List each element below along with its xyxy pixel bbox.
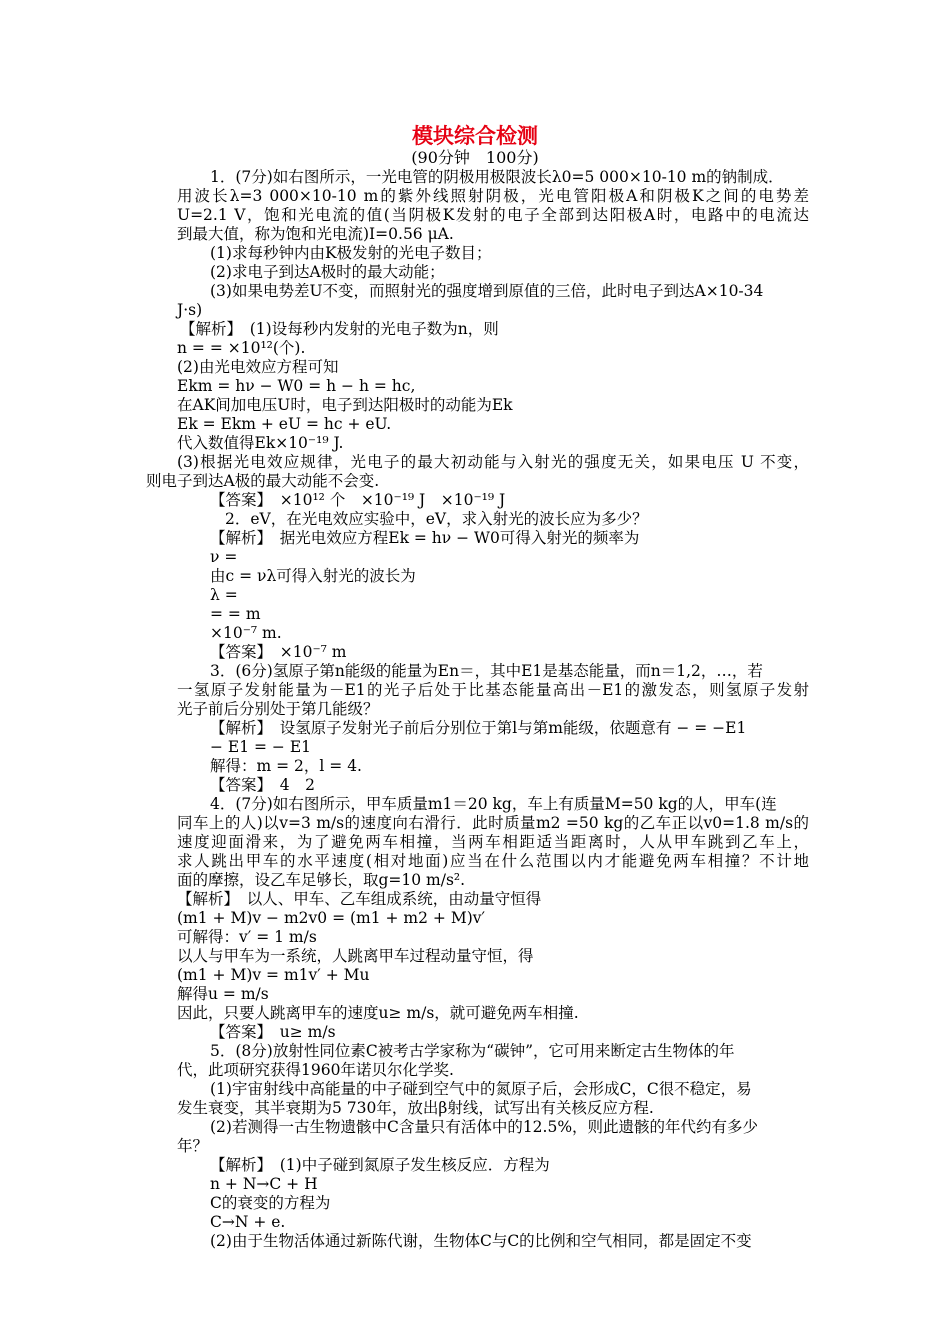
analysis-5-line: (2)由于生物活体通过新陈代谢，生物体C与C的比例和空气相同，都是固定不变 xyxy=(210,1232,752,1250)
analysis-2-line: = = m xyxy=(210,605,261,623)
question-1-item: (3)如果电势差U不变，而照射光的强度增到原值的三倍，此时电子到达A×10-34 xyxy=(210,282,764,300)
question-1-item: (2)求电子到达A极时的最大动能； xyxy=(210,263,445,281)
analysis-5-line: n + N→C + H xyxy=(210,1175,318,1193)
analysis-1-line: 【解析】 (1)设每秒内发射的光电子数为n，则 xyxy=(180,320,499,338)
answer-4: 【答案】 u≥ m/s xyxy=(210,1023,336,1041)
question-4-line: 速度迎面滑来，为了避免两车相撞，当两车相距适当距离时，人从甲车跳到乙车上， xyxy=(177,833,809,851)
analysis-2-line: λ = xyxy=(210,586,238,604)
question-5-item: (1)宇宙射线中高能量的中子碰到空气中的氮原子后，会形成C，C很不稳定，易 xyxy=(210,1080,752,1098)
analysis-3-line: 解得：m = 2，l = 4. xyxy=(210,757,362,775)
question-4-line: 面的摩擦，设乙车足够长，取g=10 m/s². xyxy=(177,871,466,889)
analysis-4-line: (m1 + M)v − m2v0 = (m1 + m2 + M)v′ xyxy=(177,909,486,927)
question-1-line: 到最大值，称为饱和光电流)I=0.56 μA. xyxy=(177,225,454,243)
answer-1: 【答案】 ×10¹² 个 ×10⁻¹⁹ J ×10⁻¹⁹ J xyxy=(210,491,506,509)
analysis-4-line: 【解析】 以人、甲车、乙车组成系统，由动量守恒得 xyxy=(177,890,542,908)
question-5-line: 年？ xyxy=(177,1137,209,1155)
analysis-1-line: n = = ×10¹²(个). xyxy=(177,339,306,357)
analysis-2-line: 由c = νλ可得入射光的波长为 xyxy=(210,567,416,585)
analysis-4-line: 以人与甲车为一系统，人跳离甲车过程动量守恒，得 xyxy=(177,947,534,965)
analysis-3-line: 【解析】 设氢原子发射光子前后分别位于第l与第m能级，依题意有 − = −E1 xyxy=(210,719,747,737)
analysis-2-line: ν = xyxy=(210,548,238,566)
analysis-1-line: 在AK间加电压U时，电子到达阳极时的动能为Ek xyxy=(177,396,513,414)
analysis-4-line: (m1 + M)v = m1v′ + Mu xyxy=(177,966,370,984)
analysis-4-line: 可解得：v′ = 1 m/s xyxy=(177,928,317,946)
question-4-line: 求人跳出甲车的水平速度(相对地面)应当在什么范围以内才能避免两车相撞？不计地 xyxy=(177,852,809,870)
question-1-item: (1)求每秒钟内由K极发射的光电子数目； xyxy=(210,244,492,262)
analysis-3-line: − E1 = − E1 xyxy=(210,738,312,756)
analysis-2-line: 【解析】 据光电效应方程Ek = hν − W0可得入射光的频率为 xyxy=(210,529,640,547)
question-4-line: 同车上的人)以v=3 m/s的速度向右滑行．此时质量m2 =50 kg的乙车正以v0=1.8 m/s的 xyxy=(177,814,809,832)
question-3-line: 光子前后分别处于第几能级？ xyxy=(177,700,379,718)
analysis-1-line: (3)根据光电效应规律，光电子的最大初动能与入射光的强度无关，如果电压 U 不变， xyxy=(177,453,809,471)
question-1-line: U=2.1 V，饱和光电流的值(当阴极K发射的电子全部到达阳极A时，电路中的电流达 xyxy=(177,206,809,224)
analysis-5-line: C的衰变的方程为 xyxy=(210,1194,331,1212)
question-2-line: 2．eV，在光电效应实验中，eV，求入射光的波长应为多少？ xyxy=(225,510,648,528)
question-5-line: 代，此项研究获得1960年诺贝尔化学奖. xyxy=(177,1061,454,1079)
analysis-5-line: C→N + e. xyxy=(210,1213,286,1231)
question-5-line: 5．(8分)放射性同位素C被考古学家称为“碳钟”，它可用来断定古生物体的年 xyxy=(210,1042,735,1060)
analysis-4-line: 解得u = m/s xyxy=(177,985,269,1003)
question-1-line: 用波长λ=3 000×10-10 m的紫外线照射阴极，光电管阳极A和阴极K之间的电势差 xyxy=(177,187,809,205)
question-3-line: 3．(6分)氢原子第n能级的能量为En＝，其中E1是基态能量，而n＝1,2，…，若 xyxy=(210,662,763,680)
question-5-item: (2)若测得一古生物遗骸中C含量只有活体中的12.5%，则此遗骸的年代约有多少 xyxy=(210,1118,759,1136)
analysis-1-line: 则电子到达A极的最大动能不会变. xyxy=(146,472,380,490)
question-1-line: 1．(7分)如右图所示，一光电管的阴极用极限波长λ0=5 000×10-10 m的钠制成． xyxy=(210,168,784,186)
analysis-5-line: 【解析】 (1)中子碰到氮原子发生核反应．方程为 xyxy=(210,1156,550,1174)
page-title: 模块综合检测 xyxy=(412,123,538,148)
answer-2: 【答案】 ×10⁻⁷ m xyxy=(210,643,347,661)
question-1-line: J·s) xyxy=(177,301,203,319)
question-5-line: 发生衰变，其半衰期为5 730年，放出β射线，试写出有关核反应方程. xyxy=(177,1099,654,1117)
analysis-4-line: 因此，只要人跳离甲车的速度u≥ m/s，就可避免两车相撞. xyxy=(177,1004,579,1022)
answer-3: 【答案】 4 2 xyxy=(210,776,315,794)
question-4-line: 4．(7分)如右图所示，甲车质量m1＝20 kg，车上有质量M=50 kg的人，甲车(连 xyxy=(210,795,777,813)
question-3-line: 一氢原子发射能量为－E1的光子后处于比基态能量高出－E1的激发态，则氢原子发射 xyxy=(177,681,809,699)
analysis-1-line: Ekm = hν − W0 = h − h = hc, xyxy=(177,377,416,395)
analysis-1-line: 代入数值得Ek×10⁻¹⁹ J. xyxy=(177,434,344,452)
analysis-1-line: (2)由光电效应方程可知 xyxy=(177,358,339,376)
page-subtitle: (90分钟 100分) xyxy=(411,148,539,167)
analysis-2-line: ×10⁻⁷ m. xyxy=(210,624,282,642)
analysis-1-line: Ek = Ekm + eU = hc + eU. xyxy=(177,415,392,433)
